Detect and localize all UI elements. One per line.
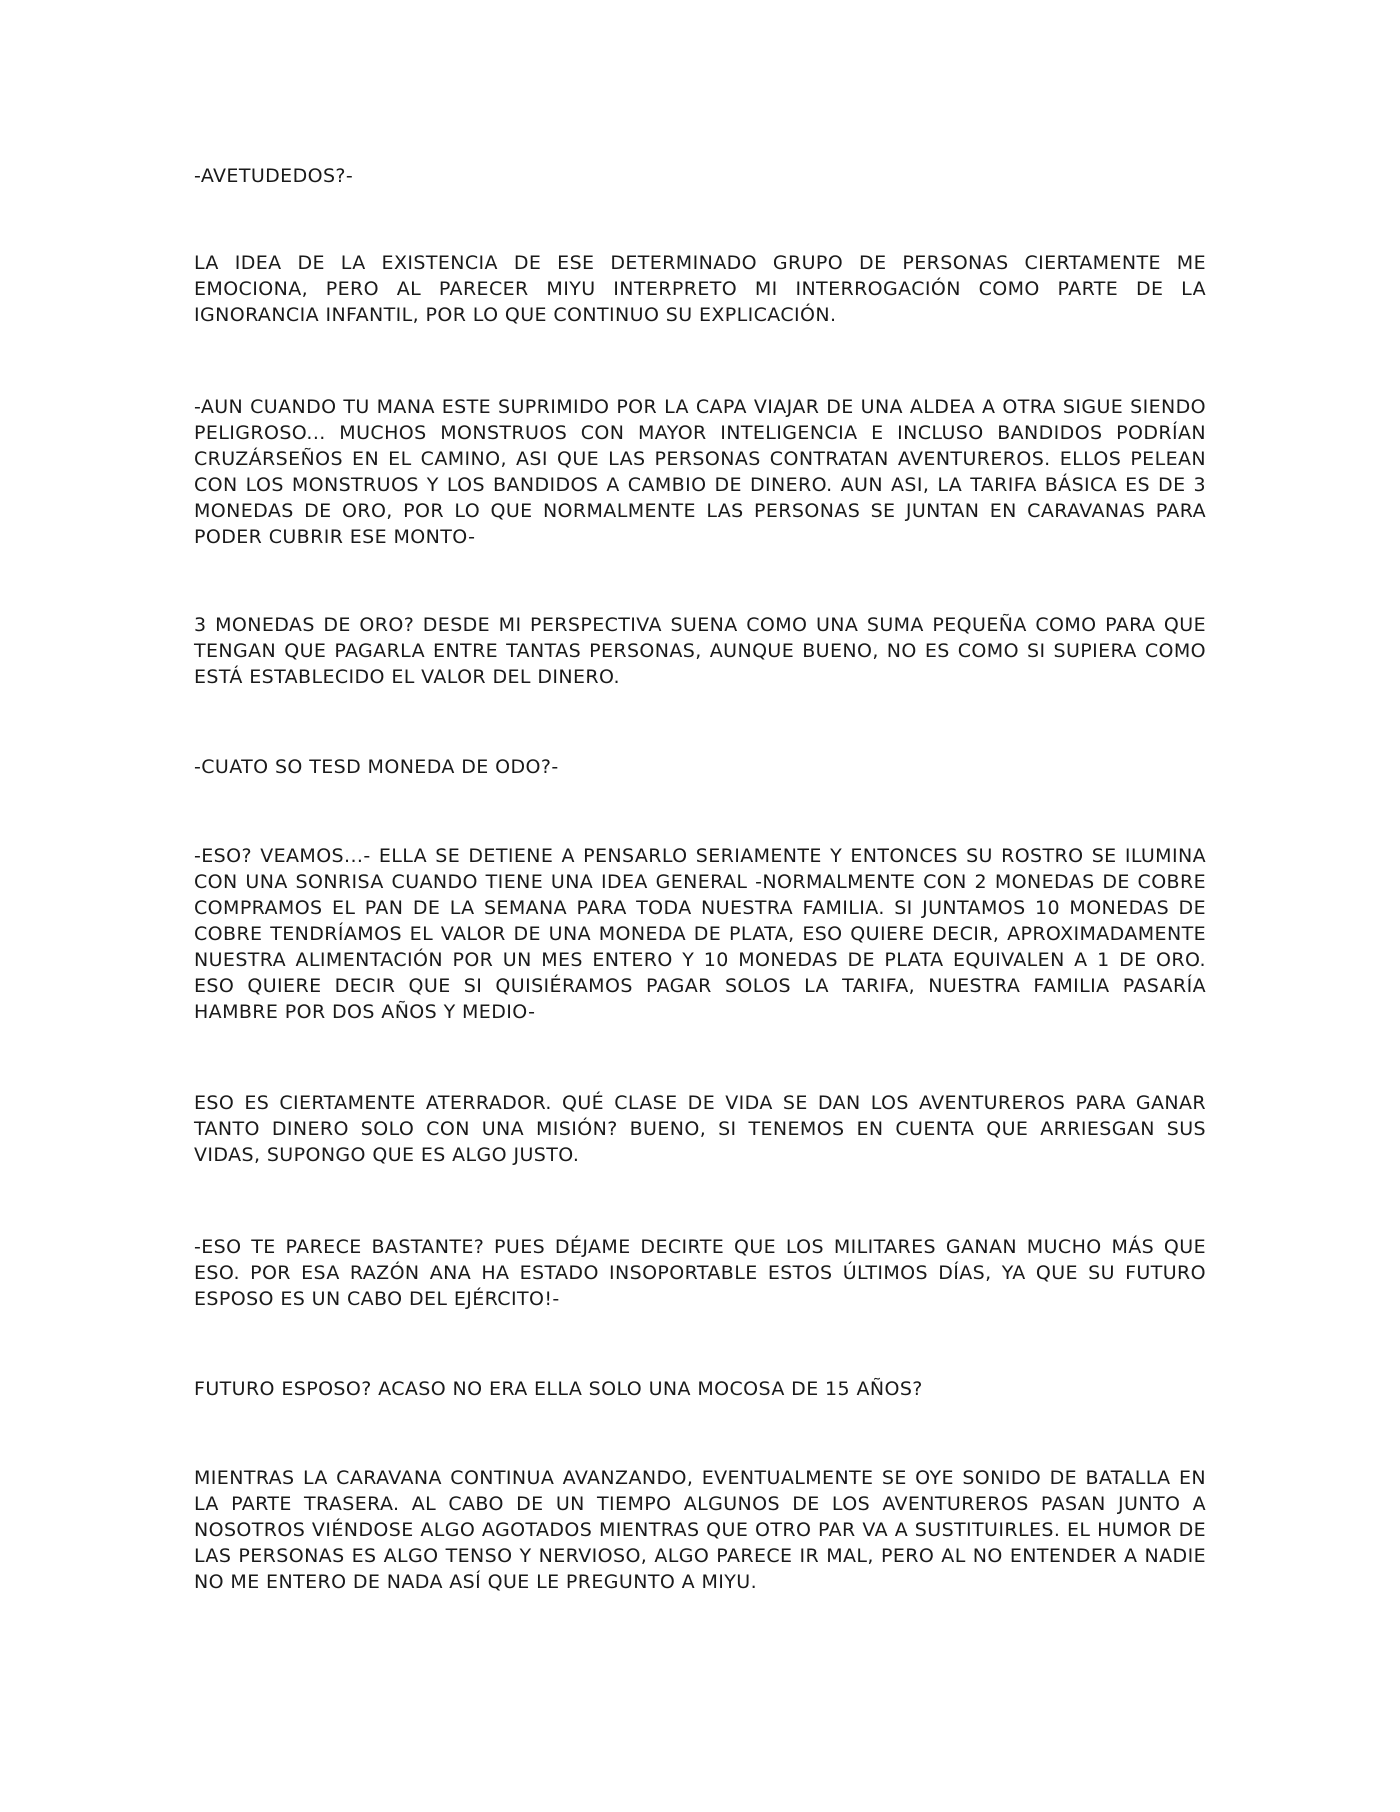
paragraph-7: ESO ES CIERTAMENTE ATERRADOR. QUÉ CLASE DE VIDA SE DAN LOS AVENTUREROS PARA GANAR TANTO DINERO SOLO CON UNA MISIÓN? BUENO, SI TENEMOS EN CUENTA QUE ARRIESGAN SUS VIDAS, SUPONGO QUE ES ALGO JUSTO. [194, 1092, 1206, 1166]
paragraph-10: MIENTRAS LA CARAVANA CONTINUA AVANZANDO, EVENTUALMENTE SE OYE SONIDO DE BATALLA EN LA PARTE TRASERA. AL CABO DE UN TIEMPO ALGUNOS DE LOS AVENTUREROS PASAN JUNTO A NOSOTROS VIÉNDOSE ALGO AGOTADOS MIENTRAS QUE OTRO PAR VA A SUSTITUIRLES. EL HUMOR DE LAS PERSONAS ES ALGO TENSO Y NERVIOSO, ALGO PARECE IR MAL, PERO AL NO ENTENDER A NADIE NO ME ENTERO DE NADA ASÍ QUE LE PREGUNTO A MIYU. [194, 1467, 1206, 1593]
paragraph-2: LA IDEA DE LA EXISTENCIA DE ESE DETERMINADO GRUPO DE PERSONAS CIERTAMENTE ME EMOCIONA, PERO AL PARECER MIYU INTERPRETO MI INTERROGACIÓN COMO PARTE DE LA IGNORANCIA INFANTIL, POR LO QUE CONTINUO SU EXPLICACIÓN. [194, 252, 1206, 326]
paragraph-4: 3 MONEDAS DE ORO? DESDE MI PERSPECTIVA SUENA COMO UNA SUMA PEQUEÑA COMO PARA QUE TENGAN QUE PAGARLA ENTRE TANTAS PERSONAS, AUNQUE BUENO, NO ES COMO SI SUPIERA COMO ESTÁ ESTABLECIDO EL VALOR DEL DINERO. [194, 614, 1206, 688]
paragraph-5: -CUATO SO TESD MONEDA DE ODO?- [194, 756, 559, 778]
paragraph-8: -ESO TE PARECE BASTANTE? PUES DÉJAME DECIRTE QUE LOS MILITARES GANAN MUCHO MÁS QUE ESO. POR ESA RAZÓN ANA HA ESTADO INSOPORTABLE ESTOS ÚLTIMOS DÍAS, YA QUE SU FUTURO ESPOSO ES UN CABO DEL EJÉRCITO!- [194, 1236, 1206, 1310]
paragraph-1: -AVETUDEDOS?- [194, 165, 354, 187]
paragraph-9: FUTURO ESPOSO? ACASO NO ERA ELLA SOLO UNA MOCOSA DE 15 AÑOS? [194, 1378, 923, 1400]
paragraph-3: -AUN CUANDO TU MANA ESTE SUPRIMIDO POR LA CAPA VIAJAR DE UNA ALDEA A OTRA SIGUE SIENDO PELIGROSO... MUCHOS MONSTRUOS CON MAYOR INTELIGENCIA E INCLUSO BANDIDOS PODRÍAN CRUZÁRSEÑOS EN EL CAMINO, ASI QUE LAS PERSONAS CONTRATAN AVENTUREROS. ELLOS PELEAN CON LOS MONSTRUOS Y LOS BANDIDOS A CAMBIO DE DINERO. AUN ASI, LA TARIFA BÁSICA ES DE 3 MONEDAS DE ORO, POR LO QUE NORMALMENTE LAS PERSONAS SE JUNTAN EN CARAVANAS PARA PODER CUBRIR ESE MONTO- [194, 396, 1206, 548]
paragraph-6: -ESO? VEAMOS...- ELLA SE DETIENE A PENSARLO SERIAMENTE Y ENTONCES SU ROSTRO SE ILUMINA CON UNA SONRISA CUANDO TIENE UNA IDEA GENERAL -NORMALMENTE CON 2 MONEDAS DE COBRE COMPRAMOS EL PAN DE LA SEMANA PARA TODA NUESTRA FAMILIA. SI JUNTAMOS 10 MONEDAS DE COBRE TENDRÍAMOS EL VALOR DE UNA MONEDA DE PLATA, ESO QUIERE DECIR, APROXIMADAMENTE NUESTRA ALIMENTACIÓN POR UN MES ENTERO Y 10 MONEDAS DE PLATA EQUIVALEN A 1 DE ORO. ESO QUIERE DECIR QUE SI QUISIÉRAMOS PAGAR SOLOS LA TARIFA, NUESTRA FAMILIA PASARÍA HAMBRE POR DOS AÑOS Y MEDIO- [194, 845, 1206, 1023]
